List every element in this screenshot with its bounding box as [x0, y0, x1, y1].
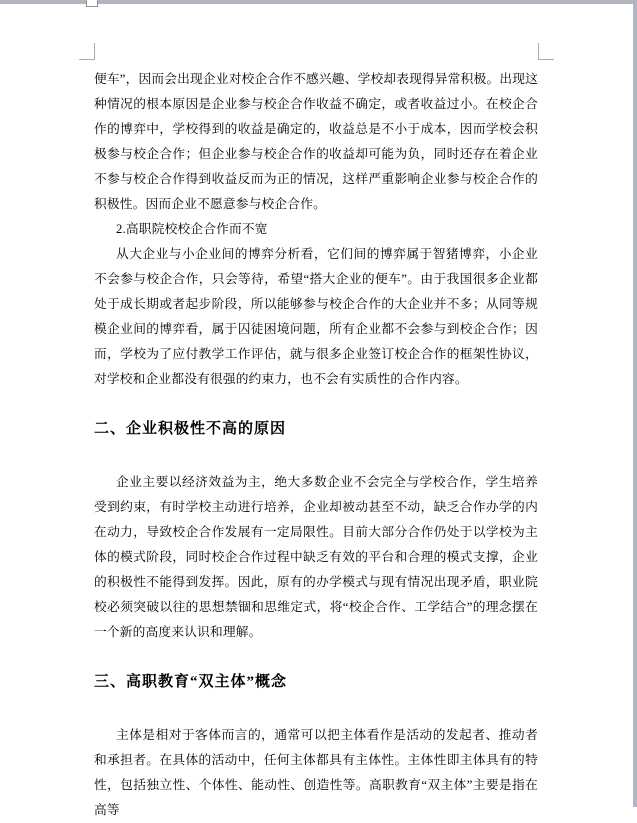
body-paragraph: 主体是相对于客体而言的，通常可以把主体看作是活动的发起者、推动者和承担者。在具体的活动中，任何主体都具有主体性。主体性即主体具有的特性，包括独立性、个体性、能动性、创造性等。高职教育“双主体”主要是指在高等	[94, 728, 538, 817]
sub-section-heading: 2.高职院校校企合作而不宽	[116, 222, 268, 236]
margin-crop-mark-top-right	[538, 43, 554, 60]
page-gap-marker	[86, 0, 98, 7]
section-heading: 二、企业积极性不高的原因	[94, 421, 287, 437]
body-paragraph: 企业主要以经济效益为主，绝大多数企业不会完全与学校合作，学生培养受到约束，有时学校主动进行培养，企业却被动甚至不动，缺乏合作办学的内在动力，导致校企合作发展有一定局限性。目前大部分合作仍处于以学校为主体的模式阶段，同时校企合作过程中缺乏有效的平台和合理的模式支撑，企业的积极性不能得到发挥。因此，原有的办学模式与现有情况出现矛盾，职业院校必须突破以往的思想禁锢和思维定式，将“校企合作、工学结合”的理念摆在一个新的高度来认识和理解。	[94, 475, 538, 639]
margin-crop-mark-top-left	[79, 43, 95, 60]
section-heading: 三、高职教育“双主体”概念	[94, 674, 288, 690]
document-text-area[interactable]	[94, 67, 538, 823]
body-paragraph: 便车”，因而会出现企业对校企合作不感兴趣、学校却表现得异常积极。出现这种情况的根本原因是企业参与校企合作收益不确定，或者收益过小。在校企合作的博弈中，学校得到的收益是确定的，收益总是不小于成本，因而学校会积极参与校企合作；但企业参与校企合作的收益却可能为负，同时还存在着企业不参与校企合作得到收益反而为正的情况，这样严重影响企业参与校企合作的积极性。因而企业不愿意参与校企合作。	[94, 72, 539, 211]
window-chrome-right	[633, 0, 637, 807]
body-paragraph: 从大企业与小企业间的博弈分析看，它们间的博弈属于智猪博弈，小企业不会参与校企合作，只会等待，希望“搭大企业的便车”。由于我国很多企业都处于成长期或者起步阶段，所以能够参与校企合作的大企业并不多；从同等规模企业间的博弈看，属于囚徒困境问题，所有企业都不会参与到校企合作；因而，学校为了应付教学工作评估，就与很多企业签订校企合作的框架性协议，对学校和企业都没有很强的约束力，也不会有实质性的合作内容。	[94, 247, 538, 386]
